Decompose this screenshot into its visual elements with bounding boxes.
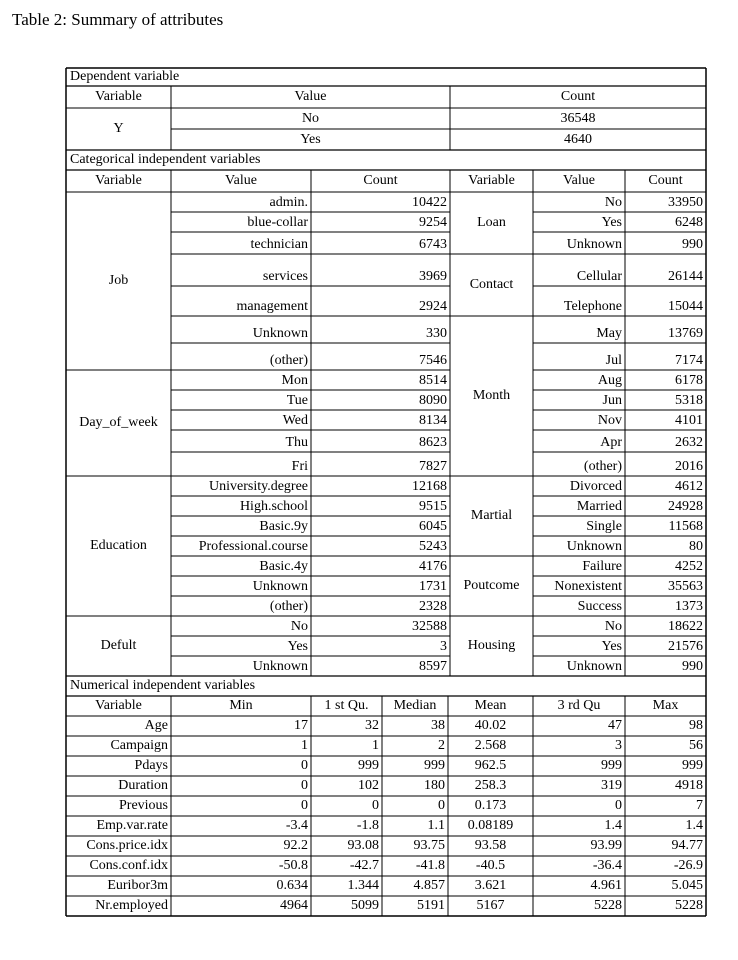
numeric-stat: -36.4 [592,858,622,873]
category-value: University.degree [209,479,308,494]
category-count: 24928 [668,499,703,514]
numeric-variable: Age [144,718,168,733]
category-value: Success [577,599,622,614]
category-count: 12168 [412,479,447,494]
numeric-stat: 0 [301,758,308,773]
numeric-stat: 40.02 [474,718,507,733]
category-value: Unknown [566,539,622,554]
category-value: Jun [602,393,622,408]
column-header: Max [652,698,679,713]
category-count: 4176 [419,559,447,574]
category-count: 5318 [675,393,703,408]
numeric-stat: 0.08189 [467,818,514,833]
category-count: 1731 [419,579,447,594]
category-value: Mon [281,373,308,388]
category-value: Apr [600,435,622,450]
column-header: Count [560,89,596,104]
category-value: (other) [583,459,622,474]
category-count: 330 [426,326,447,341]
numeric-stat: 32 [365,718,379,733]
category-value: management [236,299,308,314]
column-header: Value [225,173,257,188]
column-header: Variable [95,89,142,104]
category-count: 15044 [668,299,703,314]
numeric-stat: 0 [301,778,308,793]
category-count: 8090 [419,393,447,408]
category-count: 7546 [419,353,447,368]
category-value: No [604,195,622,210]
numeric-stat: 93.08 [347,838,379,853]
column-header: Mean [474,698,507,713]
numeric-stat: 5228 [594,898,622,913]
numeric-stat: 7 [696,798,703,813]
column-header: Variable [95,698,142,713]
category-count: 35563 [668,579,703,594]
category-value: No [604,619,622,634]
numeric-stat: 2.568 [474,738,507,753]
numeric-stat: 3 [615,738,622,753]
category-value: blue-collar [247,215,308,230]
numeric-stat: 5167 [476,898,505,913]
category-value: Basic.9y [259,519,308,534]
numeric-stat: 93.75 [413,838,445,853]
numeric-stat: 56 [689,738,703,753]
category-count: 4252 [675,559,703,574]
category-count: 8134 [419,413,447,428]
category-value: Thu [285,435,308,450]
numeric-stat: 4964 [280,898,308,913]
category-count: 8597 [419,659,447,674]
category-value: Nonexistent [554,579,622,594]
category-count: 11568 [668,519,703,534]
numeric-stat: 47 [608,718,622,733]
category-value: Yes [601,639,622,654]
numeric-stat: 1.1 [427,818,445,833]
category-count: 2924 [419,299,447,314]
group-variable: Day_of_week [79,415,158,430]
category-value: Aug [597,373,622,388]
dependent-value: No [301,110,320,126]
category-value: Failure [582,559,622,574]
numeric-stat: 4918 [675,778,703,793]
numeric-variable: Pdays [134,758,168,773]
numeric-stat: 5.045 [671,878,703,893]
category-value: No [290,619,308,634]
category-count: 6743 [419,237,447,252]
category-count: 8514 [419,373,447,388]
category-value: services [262,269,308,284]
numeric-stat: 4.857 [413,878,445,893]
numeric-stat: 4.961 [590,878,622,893]
numeric-variable: Emp.var.rate [96,818,168,833]
numeric-stat: 17 [294,718,308,733]
category-count: 2632 [675,435,703,450]
category-count: 6178 [675,373,703,388]
numeric-stat: 102 [358,778,379,793]
dependent-count: 4640 [564,131,592,147]
category-count: 21576 [668,639,703,654]
category-count: 26144 [668,269,703,284]
column-header: Value [294,89,327,104]
group-variable: Loan [477,215,506,230]
numeric-stat: 94.77 [671,838,703,853]
category-count: 990 [682,237,703,252]
group-variable: Month [472,388,511,403]
category-value: (other) [269,599,308,614]
category-count: 2016 [675,459,703,474]
numeric-stat: -41.8 [415,858,445,873]
category-count: 1373 [675,599,703,614]
category-count: 2328 [419,599,447,614]
numeric-variable: Nr.employed [95,898,168,913]
numeric-stat: 0.634 [276,878,308,893]
category-value: Nov [597,413,622,428]
category-value: (other) [269,353,308,368]
numeric-stat: 0.173 [474,798,507,813]
category-count: 7174 [675,353,703,368]
numeric-stat: 1.344 [347,878,379,893]
numeric-stat: 1.4 [604,818,622,833]
category-value: Divorced [569,479,622,494]
column-header: 1 st Qu. [324,698,369,713]
numeric-stat: -40.5 [475,858,506,873]
section-label-dependent: Dependent variable [70,69,180,84]
category-count: 3 [440,639,447,654]
column-header: Value [563,173,595,188]
numeric-stat: 1 [301,738,308,753]
numeric-stat: 0 [615,798,622,813]
category-value: Unknown [252,326,308,341]
category-count: 32588 [412,619,447,634]
table-caption: Table 2: Summary of attributes [12,10,224,29]
group-variable: Job [108,273,129,288]
numeric-stat: 2 [438,738,445,753]
category-count: 990 [682,659,703,674]
numeric-variable: Duration [118,778,168,793]
numeric-stat: 5191 [417,898,445,913]
column-header: Count [363,173,398,188]
numeric-variable: Euribor3m [107,878,168,893]
category-value: Cellular [576,269,622,284]
category-count: 9254 [419,215,447,230]
numeric-stat: 0 [372,798,379,813]
numeric-stat: -1.8 [356,818,379,833]
category-count: 18622 [668,619,703,634]
group-variable: Contact [469,277,514,292]
category-count: 9515 [419,499,447,514]
category-count: 13769 [668,326,703,341]
category-count: 80 [689,539,703,554]
numeric-stat: -42.7 [349,858,379,873]
numeric-stat: 1.4 [685,818,703,833]
column-header: Count [648,173,683,188]
category-value: Unknown [252,579,308,594]
numeric-stat: 180 [424,778,445,793]
column-header: Variable [95,173,142,188]
category-value: High.school [239,499,308,514]
numeric-variable: Campaign [110,738,168,753]
category-value: Yes [287,639,308,654]
dependent-value: Yes [300,131,321,147]
numeric-stat: -26.9 [673,858,703,873]
numeric-stat: 258.3 [474,778,507,793]
numeric-stat: 319 [601,778,622,793]
numeric-stat: 962.5 [474,758,507,773]
numeric-stat: 3.621 [474,878,507,893]
category-count: 6248 [675,215,703,230]
numeric-stat: 5228 [675,898,703,913]
category-value: Fri [291,459,308,474]
category-value: Professional.course [198,539,308,554]
numeric-stat: 5099 [351,898,379,913]
group-variable: Defult [100,638,137,653]
category-value: Unknown [252,659,308,674]
category-value: Yes [601,215,622,230]
category-value: technician [250,237,308,252]
category-value: Unknown [566,659,622,674]
category-value: Basic.4y [259,559,308,574]
category-value: Single [586,519,622,534]
numeric-variable: Previous [119,798,168,813]
category-count: 5243 [419,539,447,554]
numeric-stat: 999 [601,758,622,773]
numeric-stat: 0 [438,798,445,813]
category-value: admin. [269,195,308,210]
numeric-stat: -3.4 [285,818,308,833]
numeric-stat: 38 [431,718,445,733]
column-header: Min [229,698,253,713]
numeric-stat: 92.2 [283,838,308,853]
dependent-count: 36548 [560,110,596,126]
numeric-stat: 999 [424,758,445,773]
numeric-stat: 999 [682,758,703,773]
numeric-stat: -50.8 [278,858,308,873]
category-count: 8623 [419,435,447,450]
category-count: 3969 [419,269,447,284]
category-count: 7827 [419,459,447,474]
category-value: Unknown [566,237,622,252]
summary-table [66,68,706,916]
numeric-stat: 93.58 [474,838,507,853]
category-count: 10422 [412,195,447,210]
category-count: 6045 [419,519,447,534]
section-label-numerical: Numerical independent variables [70,678,256,693]
group-variable: Housing [467,638,516,653]
numeric-variable: Cons.conf.idx [89,858,168,873]
category-count: 33950 [668,195,703,210]
column-header: Variable [468,173,515,188]
category-value: Telephone [563,299,622,314]
numeric-stat: 1 [372,738,379,753]
numeric-stat: 93.99 [590,838,622,853]
category-value: Jul [605,353,622,368]
category-count: 4612 [675,479,703,494]
category-value: Tue [286,393,308,408]
numeric-variable: Cons.price.idx [86,838,168,853]
group-variable: Education [90,538,147,553]
numeric-stat: 0 [301,798,308,813]
numeric-stat: 999 [358,758,379,773]
row-variable-y: Y [113,121,124,136]
category-count: 4101 [675,413,703,428]
category-value: May [596,326,622,341]
group-variable: Poutcome [463,578,520,593]
column-header: Median [393,698,437,713]
column-header: 3 rd Qu [557,698,601,713]
numeric-stat: 98 [689,718,703,733]
category-value: Married [576,499,622,514]
category-value: Wed [282,413,308,428]
group-variable: Martial [470,508,513,523]
section-label-categorical: Categorical independent variables [70,152,261,167]
